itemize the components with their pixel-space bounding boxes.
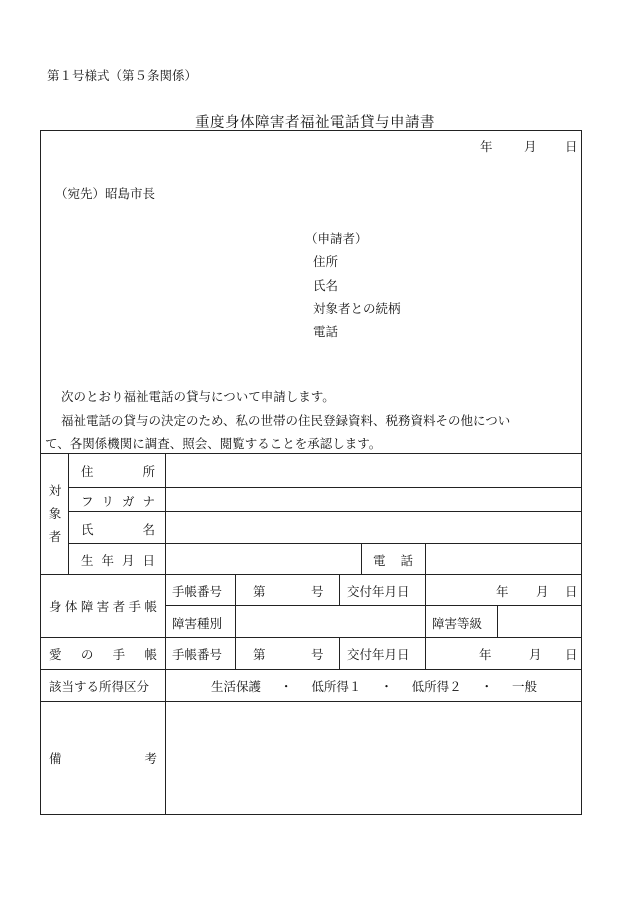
- disability-grade-label: 障害等級: [432, 616, 483, 631]
- disability-issue-year: 年: [496, 584, 509, 599]
- statement-line-1: 次のとおり福祉電話の貸与について申請します。: [61, 389, 335, 404]
- income-option: 生活保護: [211, 679, 262, 694]
- applicant-relationship-label: 対象者との続柄: [313, 301, 401, 316]
- application-form: [40, 130, 582, 815]
- disability-book-no-prefix: 第: [253, 584, 266, 599]
- disability-handbook-label: 身 体 障 害 者 手 帳: [49, 599, 157, 614]
- form-number: 第１号様式（第５条関係）: [47, 68, 198, 83]
- target-name-label: 氏 名: [81, 522, 155, 537]
- disability-type-label: 障害種別: [172, 616, 223, 631]
- target-address-label: 住 所: [81, 464, 155, 479]
- date-month: 月: [524, 139, 537, 154]
- statement-line-2: 福祉電話の貸与の決定のため、私の世帯の住民登録資料、税務資料その他につい: [61, 413, 511, 428]
- form-title: 重度身体障害者福祉電話貸与申請書: [195, 115, 435, 131]
- income-option: 一般: [511, 679, 537, 694]
- remarks-label: 備 考: [49, 751, 157, 766]
- income-separator: ・: [279, 679, 293, 694]
- applicant-address-label: 住所: [313, 254, 339, 269]
- disability-book-number-label: 手帳番号: [172, 584, 223, 599]
- disability-book-no-suffix: 号: [311, 584, 324, 599]
- target-furigana-label: フ リ ガ ナ: [81, 494, 155, 509]
- income-separator: ・: [380, 679, 393, 694]
- applicant-heading: （申請者）: [305, 231, 368, 246]
- income-separator: ・: [480, 679, 494, 694]
- ai-book-no-suffix: 号: [311, 647, 324, 662]
- income-category-label: 該当する所得区分: [49, 679, 150, 694]
- income-option: 低所得２: [411, 679, 462, 694]
- date-year: 年: [480, 139, 493, 154]
- disability-issue-date-label: 交付年月日: [347, 584, 410, 599]
- date-day: 日: [565, 139, 578, 154]
- income-category-options: [211, 677, 537, 695]
- disability-issue-month: 月: [536, 584, 549, 599]
- target-person-label: 対 象 者: [48, 483, 62, 544]
- applicant-phone-label: 電話: [313, 324, 339, 339]
- target-phone-label: 電 話: [373, 553, 413, 568]
- target-birthdate-label: 生 年 月 日: [81, 553, 155, 568]
- ai-book-no-prefix: 第: [253, 647, 266, 662]
- ai-book-number-label: 手帳番号: [172, 647, 223, 662]
- applicant-name-label: 氏名: [313, 278, 339, 293]
- ai-issue-month: 月: [529, 647, 542, 662]
- disability-issue-day: 日: [565, 584, 578, 599]
- ai-issue-year: 年: [479, 647, 492, 662]
- addressee: （宛先）昭島市長: [55, 186, 156, 201]
- statement-line-3: て、各関係機関に調査、照会、閲覧することを承認します。: [45, 436, 382, 451]
- ai-handbook-label: 愛 の 手 帳: [49, 647, 157, 662]
- income-option: 低所得１: [311, 679, 362, 694]
- ai-issue-day: 日: [565, 647, 578, 662]
- ai-issue-date-label: 交付年月日: [347, 647, 410, 662]
